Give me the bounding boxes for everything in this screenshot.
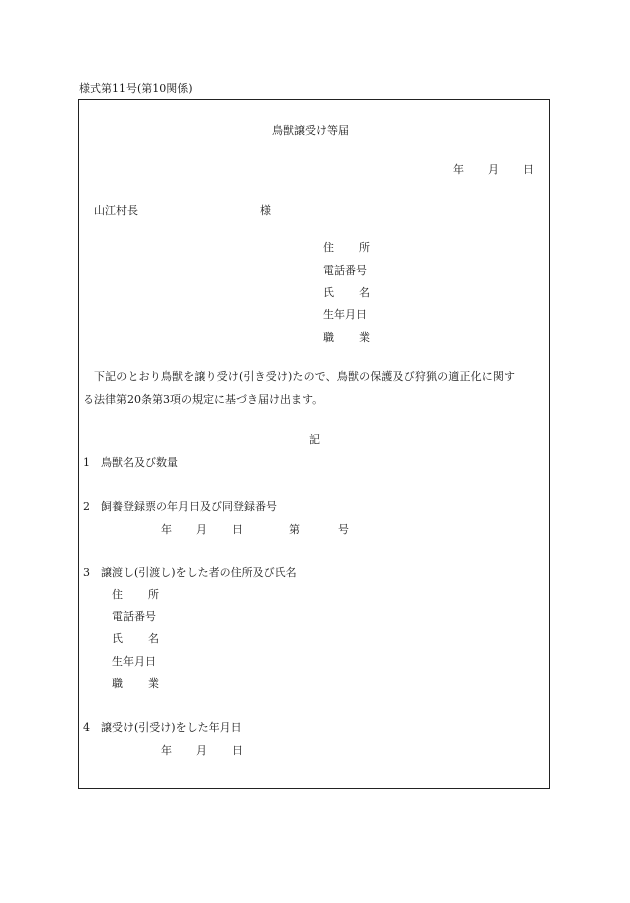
item4-label: 譲受け(引受け)をした年月日 — [101, 721, 242, 734]
item3-phone-label: 電話番号 — [112, 610, 156, 623]
date-day: 日 — [523, 163, 534, 176]
applicant-address-label-2: 所 — [359, 241, 370, 254]
item2-year: 年 — [161, 523, 172, 536]
item3-name-label-1: 氏 — [112, 632, 123, 645]
body-line-1: 下記のとおり鳥獣を譲り受け(引き受け)たので、鳥獣の保護及び狩猟の適正化に関す — [94, 370, 516, 383]
item2-day: 日 — [232, 523, 243, 536]
applicant-address-label-1: 住 — [323, 241, 334, 254]
item1-number: 1 — [83, 456, 90, 469]
item2-month: 月 — [196, 523, 207, 536]
applicant-occupation-label-1: 職 — [323, 331, 334, 344]
item3-number: 3 — [83, 566, 90, 579]
item4-number: 4 — [83, 721, 90, 734]
ki-marker: 記 — [309, 433, 320, 446]
item3-birthdate-label: 生年月日 — [112, 655, 156, 668]
form-caption: 様式第11号(第10関係) — [79, 82, 193, 95]
applicant-name-label-2: 名 — [359, 286, 370, 299]
item4-year: 年 — [161, 744, 172, 757]
item2-label: 飼養登録票の年月日及び同登録番号 — [101, 500, 277, 513]
date-year: 年 — [453, 163, 464, 176]
body-line-2: る法律第20条第3項の規定に基づき届け出ます。 — [83, 393, 324, 406]
date-month: 月 — [488, 163, 499, 176]
item2-go: 号 — [338, 523, 349, 536]
applicant-name-label-1: 氏 — [323, 286, 334, 299]
item2-number: 2 — [83, 500, 90, 513]
addressee-name: 山江村長 — [94, 204, 138, 217]
addressee-honorific: 様 — [260, 204, 271, 217]
item4-day: 日 — [232, 744, 243, 757]
item3-occupation-label-1: 職 — [112, 677, 123, 690]
form-title: 鳥獣譲受け等届 — [272, 124, 349, 137]
item2-dai: 第 — [289, 523, 300, 536]
item4-month: 月 — [196, 744, 207, 757]
item3-label: 譲渡し(引渡し)をした者の住所及び氏名 — [101, 566, 297, 579]
item3-occupation-label-2: 業 — [148, 677, 159, 690]
item3-address-label-2: 所 — [148, 588, 159, 601]
item1-label: 鳥獣名及び数量 — [101, 456, 178, 469]
item3-address-label-1: 住 — [112, 588, 123, 601]
applicant-occupation-label-2: 業 — [359, 331, 370, 344]
applicant-phone-label: 電話番号 — [323, 264, 367, 277]
item3-name-label-2: 名 — [148, 632, 159, 645]
applicant-birthdate-label: 生年月日 — [323, 308, 367, 321]
